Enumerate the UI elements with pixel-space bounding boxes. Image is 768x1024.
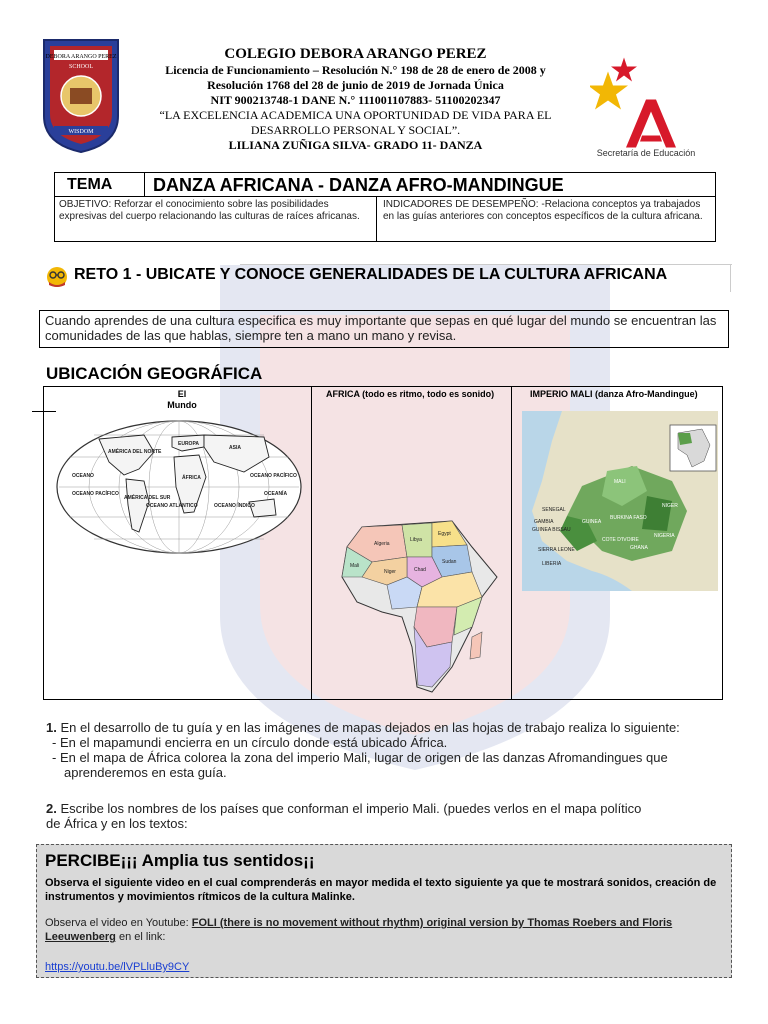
mali-label-burkina: BURKINA FASO — [610, 515, 647, 521]
reading-glasses-icon — [46, 266, 68, 288]
school-header — [128, 46, 583, 153]
instruction-2-number: 2. — [46, 801, 57, 816]
mali-label-guinea: GUINEA — [582, 519, 602, 525]
tema-value: DANZA AFRICANA - DANZA AFRO-MANDINGUE — [145, 173, 715, 197]
header-resolution-line: Resolución 1768 del 28 de junio de 2019 de Jornada Única — [207, 78, 504, 92]
instruction-2-text: Escribe los nombres de los países que conforman el imperio Mali. (puedes verlos en el mapa político — [56, 801, 642, 816]
mali-map-heading: IMPERIO MALI (danza Afro-Mandingue) — [530, 389, 698, 399]
world-label-oceania: OCEANÍA — [264, 491, 288, 497]
svg-text:DEBORA ARANGO PEREZ: DEBORA ARANGO PEREZ — [45, 54, 117, 60]
instruction-1-text: En el desarrollo de tu guía y en las imágenes de mapas dejados en las hojas de trabajo realiza lo siguiente: — [56, 720, 680, 735]
africa-map-heading: AFRICA (todo es ritmo, todo es sonido) — [326, 389, 495, 399]
instruction-1-bullet-2: - En el mapa de África colorea la zona del imperio Mali, lugar de origen de las danzas Afromandingues que — [52, 750, 668, 765]
tema-table — [54, 172, 716, 242]
africa-label-egypt: Egypt — [438, 531, 451, 537]
video-prefix: Observa el video en Youtube: — [45, 917, 192, 929]
objetivo-cell: OBJETIVO: Reforzar el conocimiento sobre las posibilidades expresivas del cuerpo relacionando las culturas de raíces africanas. — [55, 197, 377, 241]
mali-label-mali: MALI — [614, 479, 626, 485]
svg-text:WISDOM: WISDOM — [68, 129, 94, 135]
percibe-box — [36, 844, 732, 978]
world-label-pacific-east: OCEANO PACÍFICO — [250, 473, 297, 479]
world-label-north-america: AMÉRICA DEL NORTE — [108, 449, 162, 455]
world-label-pacific-west-a: OCEANO — [72, 473, 94, 479]
reto-section — [46, 264, 732, 292]
mali-map-cell — [512, 387, 722, 699]
mali-label-sierra-leone: SIERRA LEONE — [538, 547, 575, 553]
world-label-pacific-west: OCEANO PACÍFICO — [72, 491, 119, 497]
mali-label-nigeria: NIGERIA — [654, 533, 675, 539]
africa-map-cell — [312, 387, 512, 699]
instruction-1-bullet-1: - En el mapamundi encierra en un círculo donde está ubicado África. — [52, 735, 448, 750]
world-map-heading-b: Mundo — [167, 400, 197, 410]
world-label-south-america: AMÉRICA DEL SUR — [124, 495, 171, 501]
africa-label-mali: Mali — [350, 563, 360, 569]
world-label-africa: ÁFRICA — [182, 475, 201, 481]
percibe-video-line — [45, 916, 725, 944]
youtube-link[interactable]: https://youtu.be/lVPLluBy9CY — [45, 961, 190, 973]
world-map-cell — [44, 387, 312, 699]
header-motto-line-1: “LA EXCELENCIA ACADEMICA UNA OPORTUNIDAD DE VIDA PARA EL — [159, 108, 552, 122]
africa-label-chad: Chad — [414, 567, 426, 573]
header-nit-line: NIT 900213748-1 DANE N.° 111001107883- 51100202347 — [210, 93, 501, 107]
instruction-2-text-2: de África y en los textos: — [46, 816, 188, 831]
intro-box: Cuando aprendes de una cultura especifica es muy importante que sepas en qué lugar del mundo se encuentran las comunidades de las que hablas, siempre ten a mano un mano y revisa. — [39, 310, 729, 348]
mali-label-cote-divoire: COTE D'IVOIRE — [602, 537, 639, 543]
mali-label-liberia: LIBERIA — [542, 561, 562, 567]
indicadores-cell: INDICADORES DE DESEMPEÑO: -Relaciona conceptos ya trabajados en las guías anteriores con conceptos específicos de la cultura africana. — [383, 199, 703, 222]
world-map-heading-a: El — [177, 389, 187, 399]
secretaria-caption: Secretaría de Educación — [596, 148, 696, 158]
school-crest-logo — [40, 36, 122, 154]
ubicacion-title: UBICACIÓN GEOGRÁFICA — [46, 364, 263, 383]
mali-empire-map — [522, 411, 718, 591]
reto-divider-vertical — [730, 264, 731, 292]
world-label-asia: ASIA — [229, 445, 241, 451]
mali-label-niger: NIGER — [662, 503, 678, 509]
header-motto-line-2: DESARROLLO PERSONAL Y SOCIAL”. — [250, 123, 461, 137]
instruction-1-bullet-2b: aprenderemos en esta guía. — [64, 765, 227, 780]
world-label-europe: EUROPA — [178, 441, 200, 447]
africa-label-algeria: Algeria — [374, 541, 390, 547]
tema-label: TEMA — [55, 173, 145, 197]
percibe-title: PERCIBE¡¡¡ Amplia tus sentidos¡¡ — [45, 851, 315, 870]
africa-label-libya: Libya — [410, 537, 422, 543]
header-license-line: Licencia de Funcionamiento – Resolución N.° 198 de 28 de enero de 2008 y — [165, 63, 546, 77]
world-label-indian: OCEANO ÍNDICO — [214, 503, 255, 509]
instruction-1-number: 1. — [46, 720, 57, 735]
world-map — [54, 417, 304, 557]
mali-label-gambia: GAMBIA — [534, 519, 554, 525]
header-teacher-line: LILIANA ZUÑIGA SILVA- GRADO 11- DANZA — [228, 138, 483, 152]
video-suffix: en el link: — [115, 931, 166, 943]
mali-label-ghana: GHANA — [630, 545, 648, 551]
video-title-link[interactable]: FOLI (there is no movement without rhythm) original version by Thomas Roebers and Floris Leeuwenberg — [45, 917, 673, 943]
instruction-1 — [46, 720, 726, 780]
mali-label-guinea-bissau: GUINEA BISSAU — [532, 527, 571, 533]
reto-title: RETO 1 - UBICATE Y CONOCE GENERALIDADES DE LA CULTURA AFRICANA — [74, 266, 668, 283]
svg-text:SCHOOL: SCHOOL — [68, 64, 94, 70]
maps-table — [43, 386, 723, 700]
percibe-description: Observa el siguiente video en el cual comprenderás en mayor medida el texto siguiente ya que te mostrará sonidos, creación de instrumentos y movimientos rítmicos de la cultura Malinke. — [45, 877, 717, 903]
reto-divider — [240, 264, 732, 265]
secretaria-logo — [590, 48, 702, 163]
africa-label-sudan: Sudan — [442, 559, 457, 565]
africa-label-niger: Niger — [384, 569, 396, 575]
africa-political-map — [332, 517, 502, 695]
school-name: COLEGIO DEBORA ARANGO PEREZ — [224, 46, 487, 62]
world-label-atlantic: OCEANO ATLÁNTICO — [146, 503, 198, 509]
mali-label-senegal: SENEGAL — [542, 507, 566, 513]
instruction-2 — [46, 801, 726, 831]
